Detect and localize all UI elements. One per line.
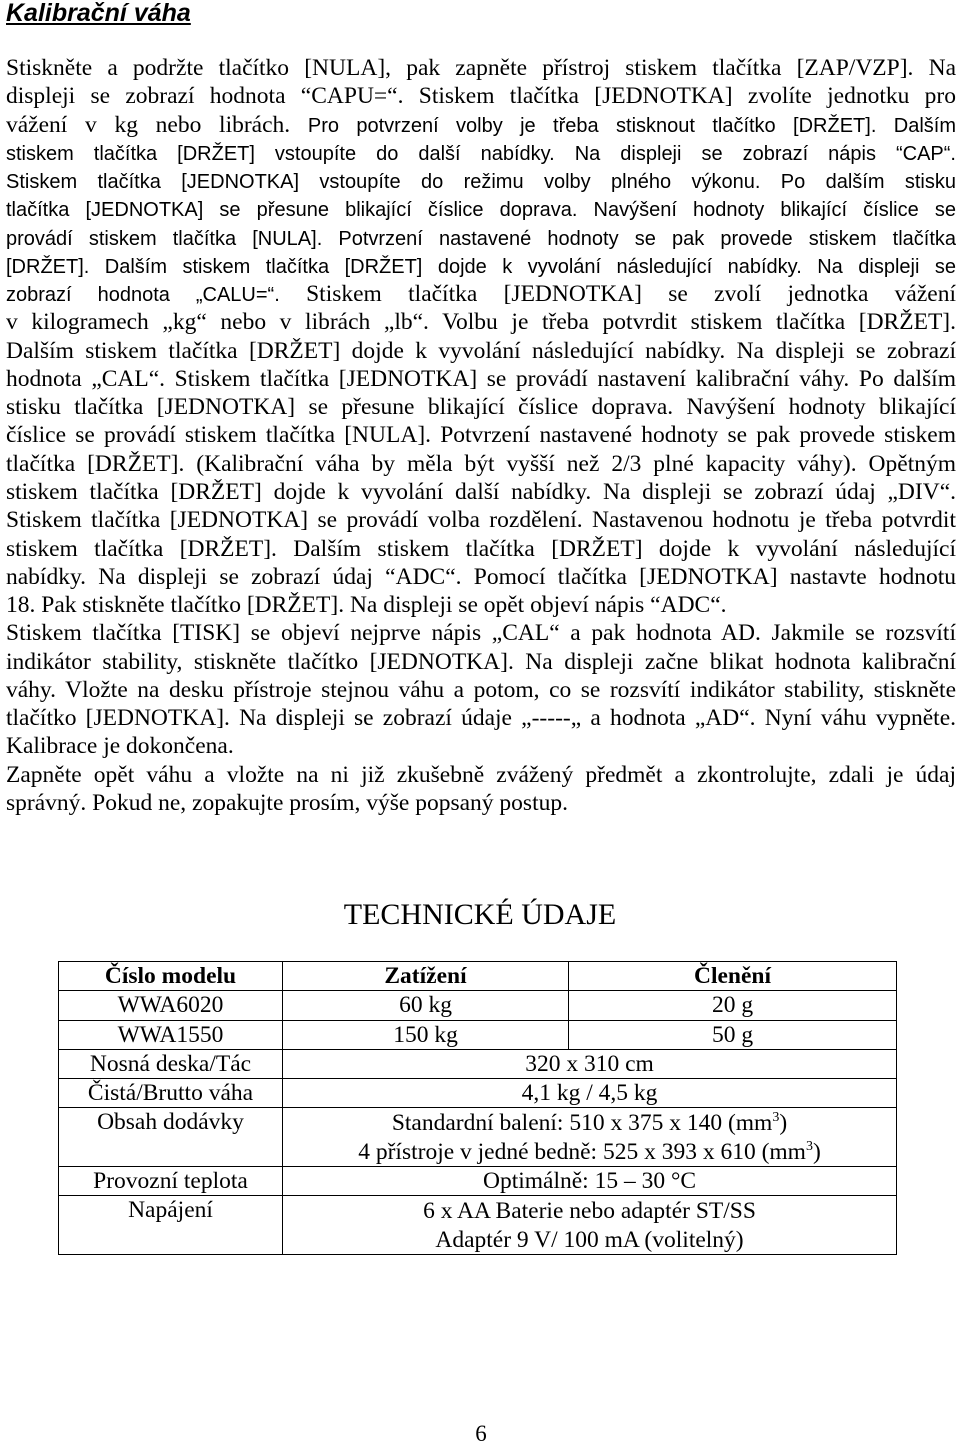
property-value-cell: 4,1 kg / 4,5 kg	[283, 1079, 897, 1108]
text-segment: stisku tlačítka [JEDNOTKA] se přesune blikající číslice doprava. Navýšení hodnoty blikající	[6, 394, 956, 421]
text-line	[6, 280, 956, 308]
specs-table	[58, 961, 897, 1255]
table-row	[59, 1020, 897, 1049]
property-label-cell: Nosná deska/Tác	[59, 1049, 283, 1078]
text-line	[6, 393, 956, 421]
property-label-cell: Provozní teplota	[59, 1167, 283, 1196]
text-line	[6, 111, 956, 139]
text-segment: Stiskem tlačítka [JEDNOTKA] vstoupíte do režimu volby plného výkonu. Po dalším stisku	[6, 171, 956, 194]
text-segment: stiskem tlačítka [DRŽET]. Dalším stiskem tlačítka [DRŽET] dojde k vyvolání následující	[6, 535, 956, 562]
text-line	[6, 308, 956, 336]
text-segment: hodnota „CAL“. Stiskem tlačítka [JEDNOTKA] se provádí nastavení kalibrační váhy. Po dalším	[6, 365, 956, 392]
value-text: Standardní balení: 510 x 375 x 140 (mm	[391, 1109, 773, 1136]
value-text: 4 přístroje v jedné bedně: 525 x 393 x 610 (mm	[358, 1138, 806, 1165]
text-segment: zobrazí hodnota „CALU=“.	[6, 284, 280, 307]
table-row	[59, 1049, 897, 1078]
text-line	[6, 54, 956, 82]
text-line	[6, 252, 956, 280]
text-segment: vážení v kg nebo librách.	[6, 111, 291, 138]
section-title: Kalibrační váha	[6, 0, 191, 27]
text-segment: 18. Pak stiskněte tlačítko [DRŽET]. Na displeji se opět objeví nápis “ADC“.	[6, 592, 727, 619]
text-line	[6, 732, 956, 760]
text-segment: Dalším stiskem tlačítka [DRŽET] dojde k vyvolání následující nabídky. Na displeji se zobrazí	[6, 337, 956, 364]
text-line	[6, 648, 956, 676]
property-value-cell: Optimálně: 15 – 30 °C	[283, 1167, 897, 1196]
model-cell: WWA6020	[59, 991, 283, 1020]
load-cell: 150 kg	[283, 1020, 569, 1049]
text-segment: tlačítka [DRŽET]. (Kalibrační váha by měla být vyšší než 2/3 plné kapacity váhy). Opětným	[6, 450, 956, 477]
division-cell: 50 g	[569, 1020, 897, 1049]
text-segment: Pro potvrzení volby je třeba stisknout tlačítko [DRŽET]. Dalším	[307, 114, 956, 137]
text-segment: Stiskem tlačítka [JEDNOTKA] se zvolí jednotka vážení	[306, 281, 957, 308]
text-segment: Stiskem tlačítka [JEDNOTKA] se provádí volba rozdělení. Nastavenou hodnotu je třeba potvrdit	[6, 507, 956, 534]
division-cell: 20 g	[569, 991, 897, 1020]
property-label-cell: Obsah dodávky	[59, 1108, 283, 1167]
text-line	[6, 535, 956, 563]
property-value-cell: 6 x AA Baterie nebo adaptér ST/SS	[283, 1196, 897, 1225]
text-line	[6, 478, 956, 506]
property-label-cell: Napájení	[59, 1196, 283, 1255]
calibration-instructions	[6, 54, 956, 817]
text-line	[6, 139, 956, 167]
model-cell: WWA1550	[59, 1020, 283, 1049]
text-segment: nabídky. Na displeji se zobrazí údaj “ADC“. Pomocí tlačítka [JEDNOTKA] nastavte hodnotu	[6, 563, 956, 590]
table-row	[59, 1108, 897, 1137]
text-segment: správný. Pokud ne, zopakujte prosím, výše popsaný postup.	[6, 789, 568, 816]
text-segment: váhy. Vložte na desku přístroje stejnou váhu a potom, co se rozsvítí indikátor stability, stiskněte	[6, 676, 956, 703]
text-segment: indikátor stability, stiskněte tlačítko [JEDNOTKA]. Na displeji začne blikat hodnota kalibrační	[6, 648, 956, 675]
table-row	[59, 1196, 897, 1225]
text-segment: stiskem tlačítka [DRŽET] vstoupíte do další nabídky. Na displeji se zobrazí nápis “CAP“.	[6, 142, 956, 165]
text-line	[6, 82, 956, 110]
text-line	[6, 195, 956, 223]
text-line	[6, 224, 956, 252]
value-text: )	[779, 1109, 788, 1136]
text-segment: tlačítka [JEDNOTKA] se přesune blikající číslice doprava. Navýšení hodnoty blikající číslice se	[6, 199, 956, 222]
text-segment: tlačítko [JEDNOTKA]. Na displeji se zobrazí údaje „-----„ a hodnota „AD“. Nyní váhu vypněte.	[6, 705, 956, 732]
text-segment: stiskem tlačítka [DRŽET] dojde k vyvolání další nabídky. Na displeji se zobrazí údaj „DIV“.	[6, 478, 956, 505]
text-line	[6, 167, 956, 195]
text-line	[6, 789, 956, 817]
text-segment: Kalibrace je dokončena.	[6, 733, 234, 760]
table-header-row	[59, 962, 897, 991]
header-cell: Členění	[569, 962, 897, 991]
text-segment: číslice se provádí stiskem tlačítka [NULA]. Potvrzení nastavené hodnoty se pak provede stiskem	[6, 422, 956, 449]
text-line	[6, 619, 956, 647]
header-cell: Číslo modelu	[59, 962, 283, 991]
text-line	[6, 450, 956, 478]
superscript: 3	[772, 1109, 780, 1125]
text-segment: [DRŽET]. Dalším stiskem tlačítka [DRŽET] dojde k vyvolání následující nabídky. Na displeji se	[6, 255, 956, 278]
header-cell: Zatížení	[283, 962, 569, 991]
text-segment: Stiskněte a podržte tlačítko [NULA], pak zapněte přístroj stiskem tlačítka [ZAP/VZP]. Na	[6, 55, 956, 81]
property-label-cell: Čistá/Brutto váha	[59, 1079, 283, 1108]
text-segment: Zapněte opět váhu a vložte na ni již zkušebně zvážený předmět a zkontrolujte, zdali je údaj	[6, 761, 956, 788]
table-row	[59, 991, 897, 1020]
text-line	[6, 704, 956, 732]
text-line	[6, 365, 956, 393]
text-line	[6, 761, 956, 789]
text-segment: v kilogramech „kg“ nebo v librách „lb“. Volbu je třeba potvrdit stiskem tlačítka [DRŽET].	[6, 309, 956, 336]
text-line	[6, 506, 956, 534]
property-value-cell	[283, 1137, 897, 1166]
property-value-cell	[283, 1108, 897, 1137]
value-text: )	[812, 1138, 821, 1165]
table-row	[59, 1167, 897, 1196]
text-segment: provádí stiskem tlačítka [NULA]. Potvrzení nastavené hodnoty se pak provede stiskem tlačítka	[6, 227, 956, 250]
table-row	[59, 1079, 897, 1108]
property-value-cell: 320 x 310 cm	[283, 1049, 897, 1078]
text-line	[6, 563, 956, 591]
superscript: 3	[805, 1138, 813, 1154]
text-line	[6, 676, 956, 704]
text-line	[6, 421, 956, 449]
property-value-cell: Adaptér 9 V/ 100 mA (volitelný)	[283, 1225, 897, 1254]
text-line	[6, 591, 956, 619]
text-segment: displeji se zobrazí hodnota “CAPU=“. Stiskem tlačítka [JEDNOTKA] zvolíte jednotku pro	[6, 83, 956, 110]
page-number: 6	[475, 1421, 487, 1446]
specs-title: TECHNICKÉ ÚDAJE	[343, 898, 617, 931]
load-cell: 60 kg	[283, 991, 569, 1020]
text-line	[6, 337, 956, 365]
text-segment: Stiskem tlačítka [TISK] se objeví nejprve nápis „CAL“ a pak hodnota AD. Jakmile se rozsvítí	[6, 620, 956, 647]
